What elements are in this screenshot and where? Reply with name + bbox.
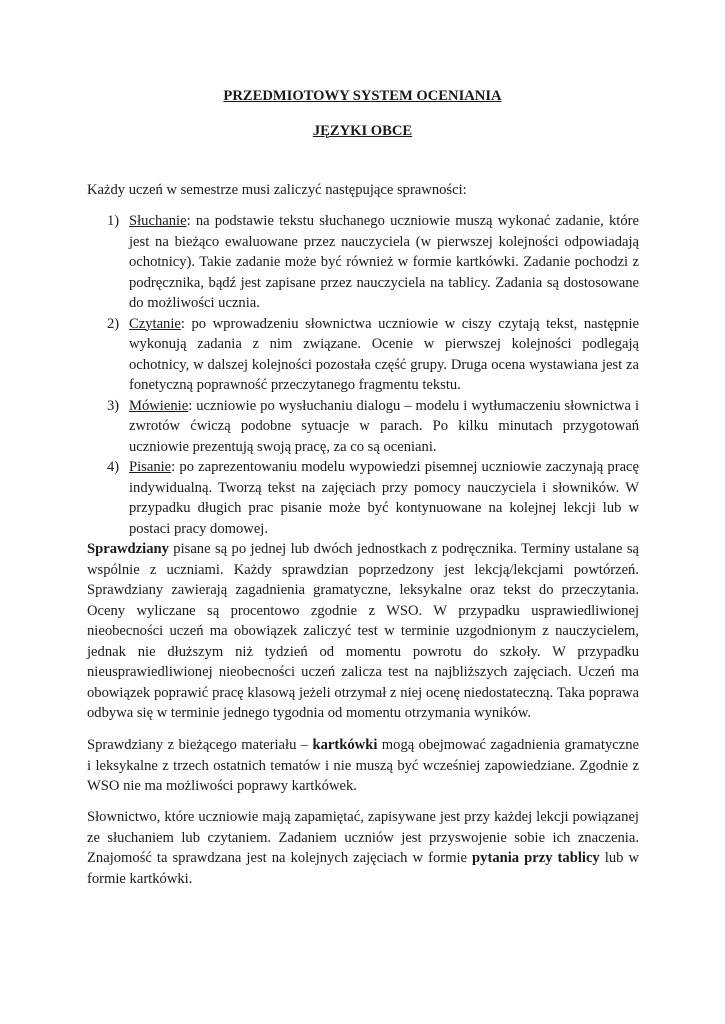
- quizzes-text-after: mogą obejmować zagadnienia gramatyczne i leksykalne z trzech ostatnich tematów i nie muszą być wcześniej zapowiedziane. Zgodnie z WSO nie ma możliwości poprawy kartkówek.: [87, 737, 639, 794]
- quizzes-text-before: Sprawdziany z bieżącego materiału –: [87, 737, 313, 753]
- quizzes-bold-term: kartkówki: [312, 737, 378, 753]
- document-title: PRZEDMIOTOWY SYSTEM OCENIANIA: [223, 88, 502, 104]
- skill-name: Czytanie: [129, 315, 181, 332]
- intro-text: Każdy uczeń w semestrze musi zaliczyć następujące sprawności:: [87, 182, 467, 198]
- skills-list: [87, 211, 639, 539]
- skill-name: Pisanie: [129, 459, 172, 475]
- list-number: 4): [107, 459, 120, 475]
- document-subtitle: JĘZYKI OBCE: [312, 123, 413, 139]
- skill-listening: [87, 211, 639, 314]
- skill-description: : po zaprezentowaniu modelu wypowiedzi pisemnej uczniowie zaczynają pracę indywidualną. Tworzą tekst na zajęciach przy pomocy nauczyciela i słowników. W przypadku długich prac pisanie może być kontynuowane na kolejnej lekcji lub w postaci pracy domowej.: [129, 459, 639, 537]
- list-number: 3): [107, 397, 120, 414]
- vocabulary-bold-term: pytania przy tablicy: [472, 850, 600, 866]
- tests-text: pisane są po jednej lub dwóch jednostkach z podręcznika. Terminy ustalane są wspólnie z uczniami. Każdy sprawdzian poprzedzony jest lekcją/lekcjami powtórzeń. Sprawdziany zawierają zagadnienia gramatyczne, leksykalne oraz tekst do przeczytania. Oceny wyliczane są procentowo zgodnie z WSO. W przypadku usprawiedliwionej nieobecności uczeń ma obowiązek zaliczyć test w terminie uzgodnionym z nauczycielem, jednak nie dłuższym niż tydzień od momentu powrotu do szkoły. W przypadku nieusprawiedliwionej nieobecności uczeń zalicza test na najbliższych zajęciach. Uczeń ma obowiązek poprawić pracę klasową jeżeli otrzymał z niej ocenę niedostateczną. Taka poprawa odbywa się w terminie jednego tygodnia od momentu otrzymania wyników.: [87, 541, 639, 721]
- list-number: 2): [107, 315, 120, 332]
- skill-description: : po wprowadzeniu słownictwa uczniowie w ciszy czytają tekst, następnie wykonują zadania z nim związane. Ocenie w pierwszej kolejności podlegają ochotnicy, w dalszej kolejności pozostała część grupy. Druga ocena wystawiana jest za fonetyczną poprawność przeczytanego fragmentu tekstu.: [129, 315, 639, 393]
- skill-speaking: [87, 396, 639, 458]
- skill-description: : uczniowie po wysłuchaniu dialogu – modelu i wytłumaczeniu słownictwa i zwrotów ćwiczą podobne sytuacje w parach. Po kilku minutach przygotowań uczniowie prezentują swoją pracę, za co są oceniani.: [129, 397, 639, 455]
- tests-paragraph: [87, 539, 639, 724]
- vocabulary-paragraph: [87, 807, 639, 889]
- vocabulary-text-before: Słownictwo, które uczniowie mają zapamiętać, zapisywane jest przy każdej lekcji powiązanej ze słuchaniem lub czytaniem. Zadaniem uczniów jest przyswojenie sobie ich znaczenia. Znajomość ta sprawdzana jest na kolejnych zajęciach w formie: [87, 809, 639, 866]
- skill-name: Słuchanie: [129, 213, 187, 229]
- quizzes-paragraph: [87, 735, 639, 797]
- skill-writing: [87, 457, 639, 539]
- skill-reading: [87, 314, 639, 396]
- list-number: 1): [107, 213, 120, 229]
- skill-description: : na podstawie tekstu słuchanego uczniowie muszą wykonać zadanie, które jest na bieżąco ewaluowane przez nauczyciela (w pierwszej kolejności odpowiadają ochotnicy). Takie zadanie może być również w formie kartkówki. Zadanie pochodzi z podręcznika, bądź jest zapisane przez nauczyciela na tablicy. Zadania są dostosowane do możliwości ucznia.: [129, 213, 639, 311]
- tests-bold-term: Sprawdziany: [87, 541, 169, 557]
- skill-name: Mówienie: [129, 397, 189, 414]
- vocabulary-text-after: lub w formie kartkówki.: [87, 850, 640, 887]
